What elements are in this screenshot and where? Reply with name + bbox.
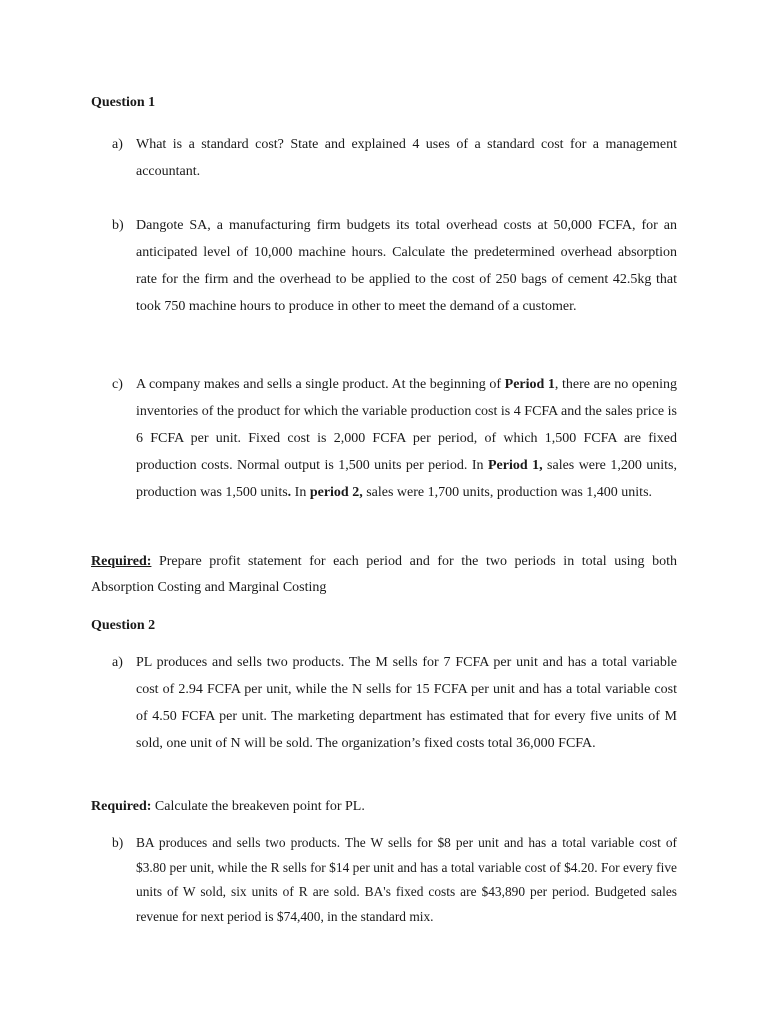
required-text: Calculate the breakeven point for PL. [151,799,365,814]
bold-period-2: period 2, [309,485,363,500]
question-2b-text: BA produces and sells two products. The W sells for $8 per unit and has a total variable cost of $3.80 per unit, while the R sells for $14 per unit and has a total variable cost of $4.20. For every five units of W sold, six units of R are sold. BA's fixed costs are $43,890 per period. Budgeted sales revenue for next period is $74,400, in the standard mix. [136,835,677,924]
question-2-heading: Question 2 [91,618,156,633]
question-2a-text: PL produces and sells two products. The M sells for 7 FCFA per unit and has a total variable cost of 2.94 FCFA per unit, while the N sells for 15 FCFA per unit and has a total variable cost of 4.50 FCFA per unit. The marketing department has estimated that for every five units of M sold, one unit of N will be sold. The organization’s fixed costs total 36,000 FCFA. [136,655,677,751]
question-1b-text: Dangote SA, a manufacturing firm budgets its total overhead costs at 50,000 FCFA, for an anticipated level of 10,000 machine hours. Calculate the predetermined overhead absorption rate for the firm and the overhead to be applied to the cost of 250 bags of cement 42.5kg that took 750 machine hours to produce in other to meet the demand of a customer. [136,218,677,314]
question-2b [112,831,677,929]
question-2a [112,649,677,757]
question-1-heading: Question 1 [91,95,156,110]
list-marker: c) [112,377,123,392]
required-text: Prepare profit statement for each period and for the two periods in total using both Absorption Costing and Marginal Costing [91,554,677,595]
question-1c-text: A company makes and sells a single product. At the beginning of Period 1, there are no opening inventories of the product for which the variable production cost is 4 FCFA and the sales price is 6 FCFA per unit. Fixed cost is 2,000 FCFA per period, of which 1,500 FCFA are fixed production costs. Normal output is 1,500 units per period. In Period 1, sales were 1,200 units, production was 1,500 units. In period 2, sales were 1,700 units, production was 1,400 units. [136,377,677,500]
required-label: Required: [91,554,152,569]
question-1b [112,212,677,320]
bold-period-1: Period 1 [504,377,555,392]
list-marker: a) [112,655,123,670]
question-1c [112,371,677,506]
list-marker: b) [112,835,124,850]
list-marker: a) [112,137,123,152]
question-1a-text: What is a standard cost? State and explained 4 uses of a standard cost for a management accountant. [136,137,677,179]
question-1-required [91,549,677,601]
required-label: Required: [91,799,152,814]
question-1a [112,131,677,185]
question-2-required [91,794,677,820]
bold-period-1-b: Period 1, [487,458,543,473]
list-marker: b) [112,218,124,233]
